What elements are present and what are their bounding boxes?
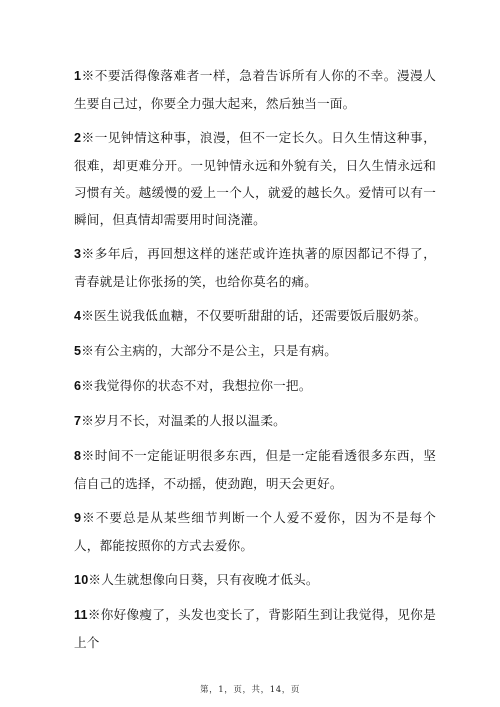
paragraph-9 [74, 504, 436, 559]
paragraph-number: 2 [74, 131, 82, 145]
paragraph-number: 3 [74, 247, 82, 261]
paragraph-text: ※不要总是从某些细节判断一个人爱不爱你，因为不是每个人，都能按照你的方式去爱你。 [74, 510, 436, 553]
paragraph-number: 7 [74, 414, 82, 428]
paragraph-text: ※人生就想像向日葵，只有夜晚才低头。 [88, 572, 319, 587]
paragraph-text: ※有公主病的，大部分不是公主，只是有病。 [81, 343, 338, 358]
paragraph-5 [74, 337, 436, 365]
paragraph-number: 11 [74, 608, 88, 622]
paragraph-text: ※你好像瘦了，头发也变长了，背影陌生到让我觉得，见你是上个 [74, 607, 436, 650]
paragraph-number: 4 [74, 309, 82, 323]
paragraph-6 [74, 372, 436, 400]
paragraph-text: ※一见钟情这种事，浪漫，但不一定长久。日久生情这种事，很难，却更难分开。一见钟情永远和外貌有关，日久生情永远和习惯有关。越缓慢的爱上一个人，就爱的越长久。爱情可以有一瞬间，但真情却需要用时间浇灌。 [74, 130, 436, 227]
paragraph-11 [74, 601, 436, 656]
paragraph-number: 9 [74, 511, 82, 525]
page-footer: 第，1，页，共，14，页 [200, 685, 300, 695]
paragraph-text: ※多年后，再回想这样的迷茫或许连执著的原因都记不得了，青春就是让你张扬的笑，也给你莫名的痛。 [74, 246, 436, 289]
paragraph-1 [74, 62, 436, 117]
paragraph-8 [74, 442, 436, 497]
paragraph-4 [74, 302, 436, 330]
paragraph-text: ※医生说我低血糖，不仅要听甜甜的话，还需要饭后服奶茶。 [81, 308, 427, 323]
paragraph-number: 1 [74, 69, 82, 83]
paragraph-3 [74, 240, 436, 295]
paragraph-number: 5 [74, 344, 82, 358]
paragraph-10 [74, 566, 436, 594]
paragraph-text: ※不要活得像落难者一样，急着告诉所有人你的不幸。漫漫人生要自己过，你要全力强大起来，然后独当一面。 [74, 68, 436, 111]
document-body [74, 62, 436, 663]
paragraph-7 [74, 407, 436, 435]
paragraph-number: 8 [74, 449, 82, 463]
paragraph-text: ※时间不一定能证明很多东西，但是一定能看透很多东西，坚信自己的选择，不动摇，使劲跑，明天会更好。 [74, 448, 436, 491]
paragraph-text: ※岁月不长，对温柔的人报以温柔。 [81, 413, 286, 428]
paragraph-2 [74, 124, 436, 233]
paragraph-text: ※我觉得你的状态不对，我想拉你一把。 [81, 378, 312, 393]
paragraph-number: 6 [74, 379, 82, 393]
paragraph-number: 10 [74, 573, 89, 587]
